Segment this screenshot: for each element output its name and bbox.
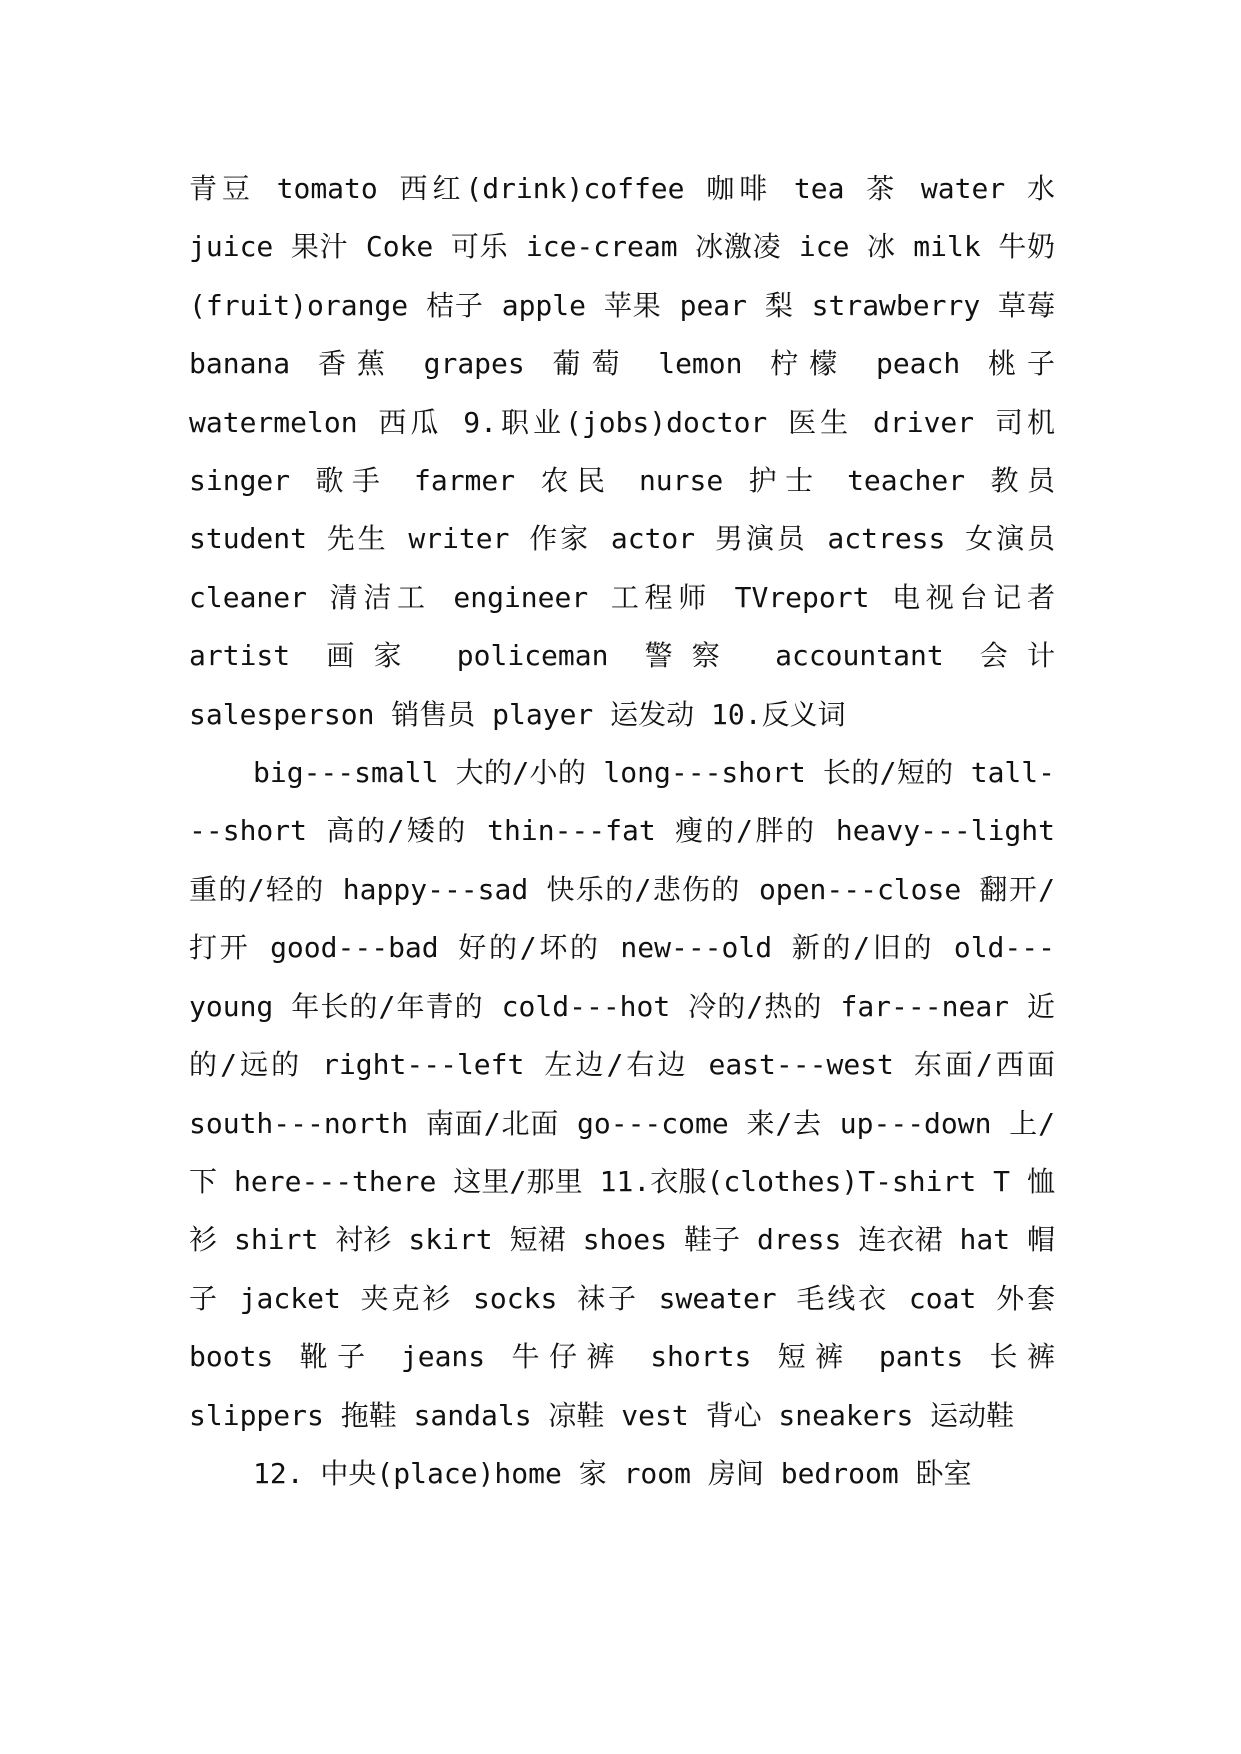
paragraph-antonyms-clothes: big---small 大的/小的 long---short 长的/短的 tall---short 高的/矮的 thin---fat 瘦的/胖的 heavy---light 重的/轻的 happy---sad 快乐的/悲伤的 open---close 翻开/打开 good---bad 好的/坏的 new---old 新的/旧的 old---young 年长的/年青的 cold---hot 冷的/热的 far---near 近的/远的 right---left 左边/右边 east---west 东面/西面 south---north 南面/北面 go---come 来/去 up---down 上/下 here---there 这里/那里 11.衣服(clothes)T-shirt T 恤衫 shirt 衬衫 skirt 短裙 shoes 鞋子 dress 连衣裙 hat 帽子 jacket 夹克衫 socks 袜子 sweater 毛线衣 coat 外套 boots 靴子 jeans 牛仔裤 shorts 短裤 pants 长裤 slippers 拖鞋 sandals 凉鞋 vest 背心 sneakers 运动鞋 [189,756,1055,1432]
paragraph-vocabulary-food-jobs: 青豆 tomato 西红(drink)coffee 咖啡 tea 茶 water 水 juice 果汁 Coke 可乐 ice-cream 冰激凌 ice 冰 milk 牛奶 (fruit)orange 桔子 apple 苹果 pear 梨 strawberry 草莓 banana 香蕉 grapes 葡萄 lemon 柠檬 peach 桃子 watermelon 西瓜 9.职业(jobs)doctor 医生 driver 司机 singer 歌手 farmer 农民 nurse 护士 teacher 教员 student 先生 writer 作家 actor 男演员 actress 女演员 cleaner 清洁工 engineer 工程师 TVreport 电视台记者 artist 画家 policeman 警察 accountant 会计 salesperson 销售员 player 运发动 10.反义词 [189,172,1055,731]
document-page [189,160,1055,1503]
paragraph-places: 12. 中央(place)home 家 room 房间 bedroom 卧室 [253,1456,972,1490]
